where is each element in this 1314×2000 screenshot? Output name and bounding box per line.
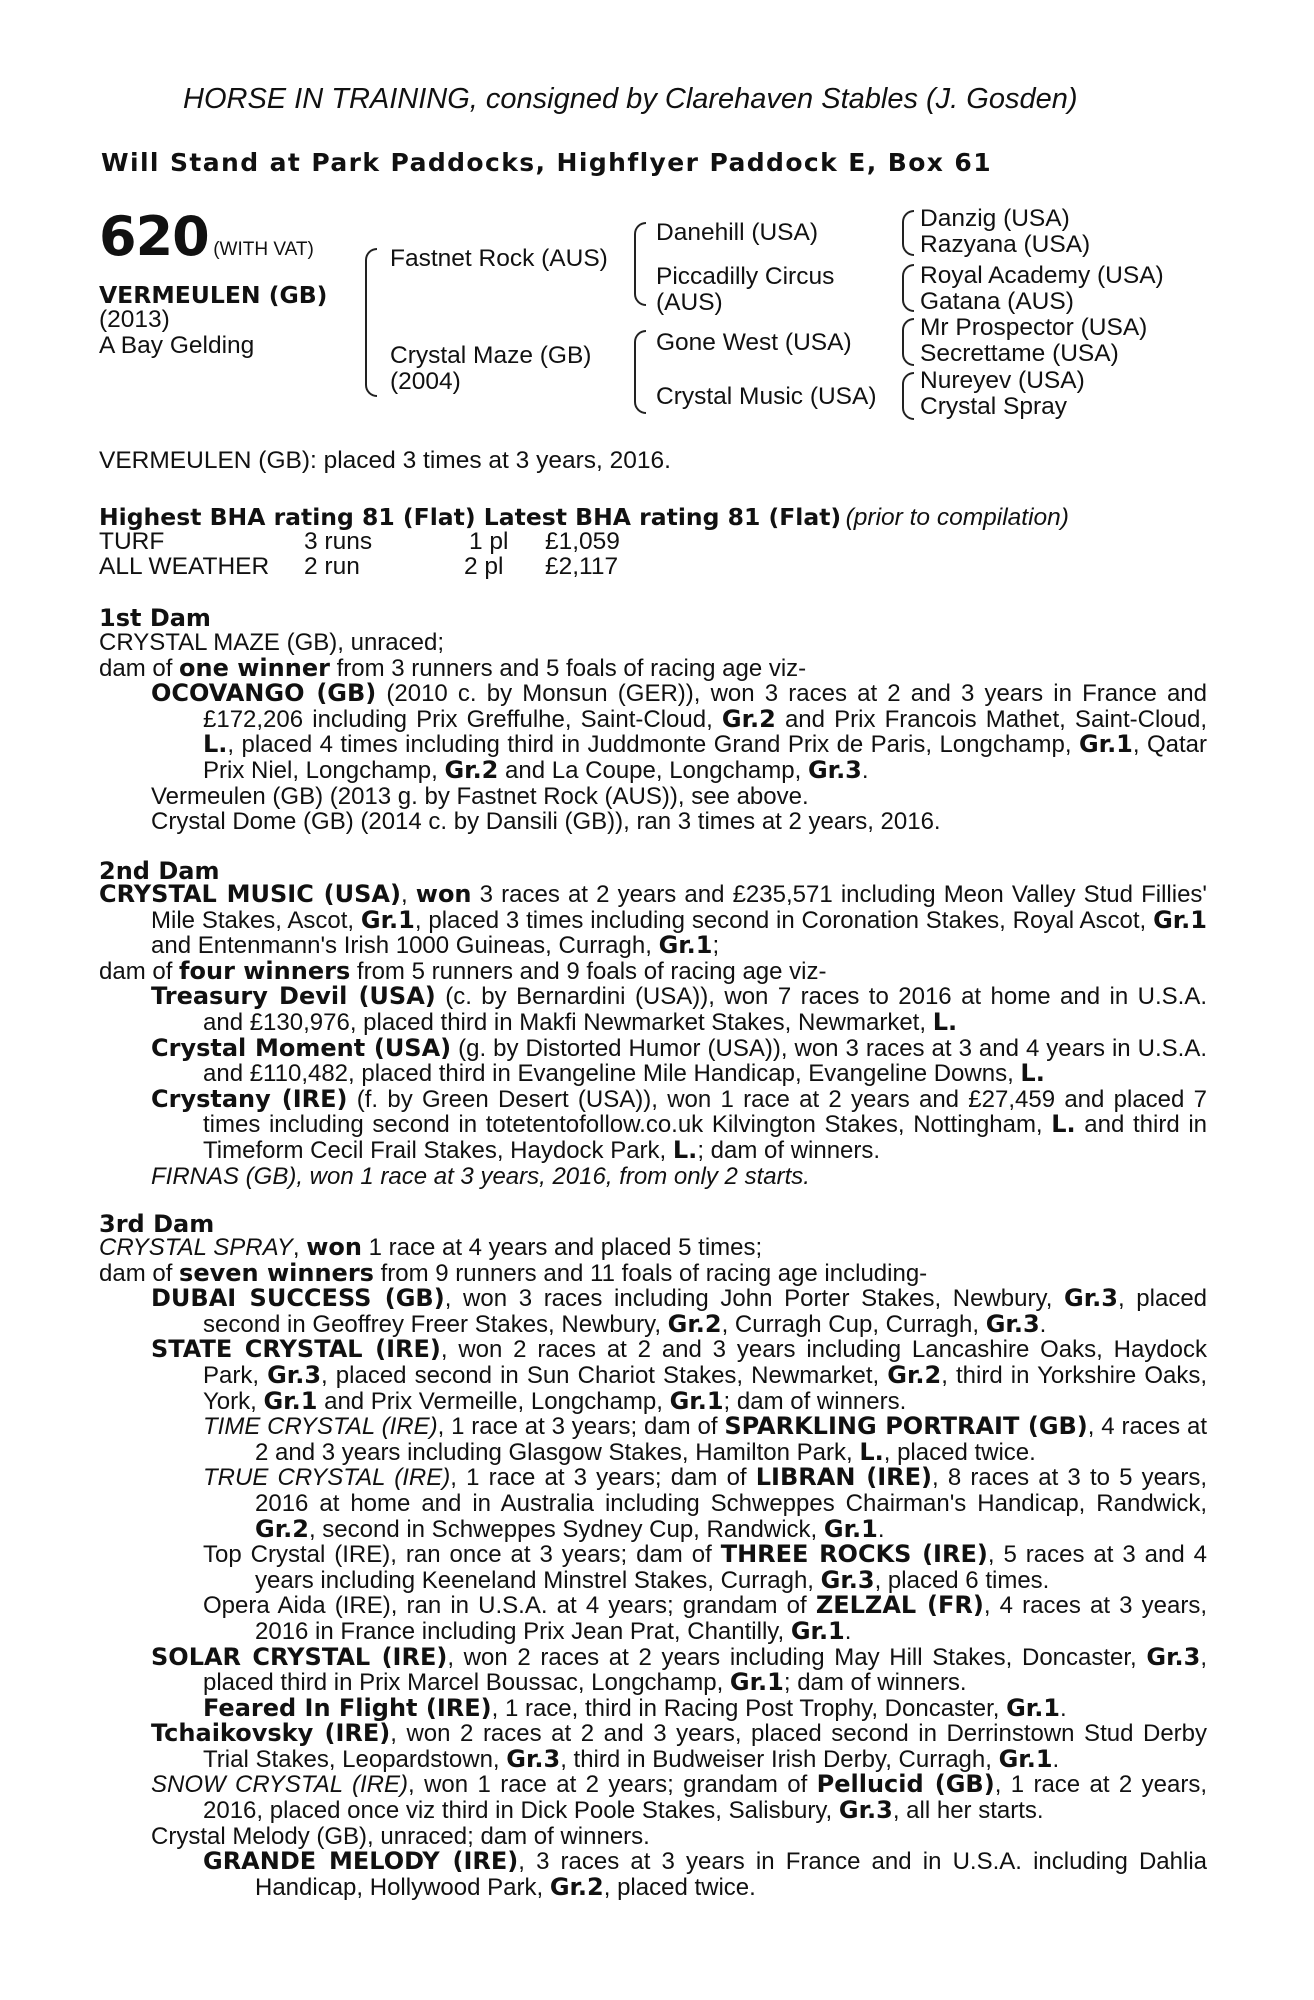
grand-sire-3: Mr Prospector (USA) xyxy=(920,314,1148,341)
progeny-entry: Crystal Dome (GB) (2014 c. by Dansili (GB)), ran 3 times at 2 years, 2016. xyxy=(151,808,941,836)
first-dam-section xyxy=(99,630,1207,835)
horse-description: A Bay Gelding xyxy=(99,332,255,359)
record-prize: £1,059 xyxy=(545,528,620,555)
progeny-entry: TRUE CRYSTAL (IRE), 1 race at 3 years; dam of LIBRAN (IRE), 8 races at 3 to 5 years, 2016 at home and in Australia including Schweppes Chairman's Handicap, Randwick, Gr.2, second in Schweppes Sydney Cup, Randwick, Gr.1. xyxy=(203,1463,1208,1543)
sire-dam-country: (AUS) xyxy=(656,289,723,316)
pedigree-brace xyxy=(902,372,914,420)
progeny-entry: STATE CRYSTAL (IRE), won 2 races at 2 and 3 years including Lancashire Oaks, Haydock Park, Gr.3, placed second in Sun Chariot Stakes, Newmarket, Gr.2, third in Yorkshire Oaks, York, Gr.1 and Prix Vermeille, Longchamp, Gr.1; dam of winners. xyxy=(151,1335,1208,1415)
second-dam-section xyxy=(99,882,1207,1189)
sire-dam: Piccadilly Circus xyxy=(656,263,835,290)
lot-heading xyxy=(99,205,314,268)
pedigree-brace xyxy=(902,210,914,256)
record-prize: £2,117 xyxy=(545,553,619,580)
progeny-entry: Tchaikovsky (IRE), won 2 races at 2 and 3 years, placed second in Derrinstown Stud Derby Trial Stakes, Leopardstown, Gr.3, third in Budweiser Irish Derby, Curragh, Gr.1. xyxy=(151,1719,1208,1773)
pedigree-brace xyxy=(634,330,646,414)
grand-dam-1: Razyana (USA) xyxy=(920,231,1091,258)
progeny-entry: TIME CRYSTAL (IRE), 1 race at 3 years; dam of SPARKLING PORTRAIT (GB), 4 races at 2 and 3 years including Glasgow Stakes, Hamilton Park, L., placed twice. xyxy=(203,1412,1207,1466)
progeny-entry: OCOVANGO (GB) (2010 c. by Monsun (GER)), won 3 races at 2 and 3 years in France and £172,206 including Prix Greffulhe, Saint-Cloud, Gr.2 and Prix Francois Mathet, Saint-Cloud, L., placed 4 times including third in Juddmonte Grand Prix de Paris, Longchamp, Gr.1, Qatar Prix Niel, Longchamp, Gr.2 and La Coupe, Longchamp, Gr.3. xyxy=(151,679,1208,784)
second-dam-produce: dam of four winners from 5 runners and 9 foals of racing age viz- xyxy=(99,956,827,985)
grand-dam-4: Crystal Spray xyxy=(920,393,1068,420)
dam-dam: Crystal Music (USA) xyxy=(656,383,877,410)
record-surface: TURF xyxy=(99,528,165,555)
dam-year: (2004) xyxy=(390,368,461,395)
horse-name: VERMEULEN (GB) xyxy=(99,281,328,309)
sire-sire: Danehill (USA) xyxy=(656,219,819,246)
record-runs: 2 run xyxy=(304,553,360,580)
bha-rating: Highest BHA rating 81 (Flat) Latest BHA rating 81 (Flat) xyxy=(99,503,842,531)
lot-number: 620 xyxy=(99,205,209,268)
section-heading-3rd-dam: 3rd Dam xyxy=(99,1210,215,1238)
third-dam-line: CRYSTAL SPRAY, won 1 race at 4 years and placed 5 times; xyxy=(99,1233,763,1261)
first-dam-line: CRYSTAL MAZE (GB), unraced; xyxy=(99,629,444,656)
grand-sire-1: Danzig (USA) xyxy=(920,205,1070,232)
progeny-entry: Feared In Flight (IRE), 1 race, third in Racing Post Trophy, Doncaster, Gr.1. xyxy=(203,1693,1067,1722)
section-heading-2nd-dam: 2nd Dam xyxy=(99,857,220,885)
progeny-entry: SNOW CRYSTAL (IRE), won 1 race at 2 years; grandam of Pellucid (GB), 1 race at 2 years, 2016, placed once viz third in Dick Poole Stakes, Salisbury, Gr.3, all her starts. xyxy=(151,1770,1208,1825)
grand-sire-4: Nureyev (USA) xyxy=(920,367,1085,394)
pedigree-brace xyxy=(902,318,914,366)
second-dam-entry: CRYSTAL MUSIC (USA), won 3 races at 2 years and £235,571 including Meon Valley Stud Fillies' Mile Stakes, Ascot, Gr.1, placed 3 times including second in Coronation Stakes, Royal Ascot, Gr.1 and Entenmann's Irish 1000 Guineas, Curragh, Gr.1; xyxy=(99,880,1208,960)
pedigree-brace xyxy=(902,264,914,312)
record-runs: 3 runs xyxy=(304,528,373,555)
rating-note: (prior to compilation) xyxy=(845,504,1069,531)
progeny-entry: Treasury Devil (USA) (c. by Bernardini (USA)), won 7 races to 2016 at home and in U.S.A. and £130,976, placed third in Makfi Newmarket Stakes, Newmarket, L. xyxy=(151,982,1207,1036)
vat-note: (WITH VAT) xyxy=(213,239,314,260)
pedigree-brace xyxy=(365,248,377,397)
dam: Crystal Maze (GB) xyxy=(390,342,592,369)
progeny-entry: Crystany (IRE) (f. by Green Desert (USA)), won 1 race at 2 years and £27,459 and placed 7 times including second in totetentofollow.co.uk Kilvington Stakes, Nottingham, L. and third in Timeform Cecil Frail Stakes, Haydock Park, L.; dam of winners. xyxy=(151,1084,1208,1164)
third-dam-produce: dam of seven winners from 9 runners and 11 foals of racing age including- xyxy=(99,1258,928,1287)
page-title: HORSE IN TRAINING, consigned by Clarehaven Stables (J. Gosden) xyxy=(183,83,1078,115)
rating-line xyxy=(99,503,1069,531)
progeny-entry: GRANDE MELODY (IRE), 3 races at 3 years in France and in U.S.A. including Dahlia Handicap, Hollywood Park, Gr.2, placed twice. xyxy=(203,1847,1208,1901)
progeny-entry: Vermeulen (GB) (2013 g. by Fastnet Rock (AUS)), see above. xyxy=(151,782,809,810)
record-placed: 2 pl xyxy=(464,553,504,580)
dam-sire: Gone West (USA) xyxy=(656,329,852,356)
progeny-entry: Opera Aida (IRE), ran in U.S.A. at 4 years; grandam of ZELZAL (FR), 4 races at 3 years, 2016 in France including Prix Jean Prat, Chantilly, Gr.1. xyxy=(203,1591,1208,1645)
progeny-entry: FIRNAS (GB), won 1 race at 3 years, 2016, from only 2 starts. xyxy=(151,1162,810,1190)
stand-location: Will Stand at Park Paddocks, Highflyer Paddock E, Box 61 xyxy=(101,148,993,177)
grand-dam-2: Gatana (AUS) xyxy=(920,288,1074,315)
pedigree-brace xyxy=(634,222,646,306)
placed-note: VERMEULEN (GB): placed 3 times at 3 years, 2016. xyxy=(99,447,671,474)
progeny-entry: Crystal Moment (USA) (g. by Distorted Humor (USA)), won 3 races at 3 and 4 years in U.S.A. and £110,482, placed third in Evangeline Mile Handicap, Evangeline Downs, L. xyxy=(151,1033,1207,1088)
grand-sire-2: Royal Academy (USA) xyxy=(920,262,1164,289)
progeny-entry: Crystal Melody (GB), unraced; dam of winners. xyxy=(151,1822,650,1850)
first-dam-produce: dam of one winner from 3 runners and 5 foals of racing age viz- xyxy=(99,653,807,682)
grand-dam-3: Secrettame (USA) xyxy=(920,340,1119,367)
third-dam-section xyxy=(99,1235,1207,1900)
record-surface: ALL WEATHER xyxy=(99,553,270,580)
section-heading-1st-dam: 1st Dam xyxy=(99,604,211,632)
horse-year: (2013) xyxy=(99,306,170,333)
sire: Fastnet Rock (AUS) xyxy=(390,245,608,272)
record-placed: 1 pl xyxy=(469,528,509,555)
progeny-entry: DUBAI SUCCESS (GB), won 3 races including John Porter Stakes, Newbury, Gr.3, placed second in Geoffrey Freer Stakes, Newbury, Gr.2, Curragh Cup, Curragh, Gr.3. xyxy=(151,1284,1208,1338)
progeny-entry: SOLAR CRYSTAL (IRE), won 2 races at 2 years including May Hill Stakes, Doncaster, Gr.3, placed third in Prix Marcel Boussac, Longchamp, Gr.1; dam of winners. xyxy=(151,1642,1207,1697)
progeny-entry: Top Crystal (IRE), ran once at 3 years; dam of THREE ROCKS (IRE), 5 races at 3 and 4 years including Keeneland Minstrel Stakes, Curragh, Gr.3, placed 6 times. xyxy=(203,1540,1208,1594)
